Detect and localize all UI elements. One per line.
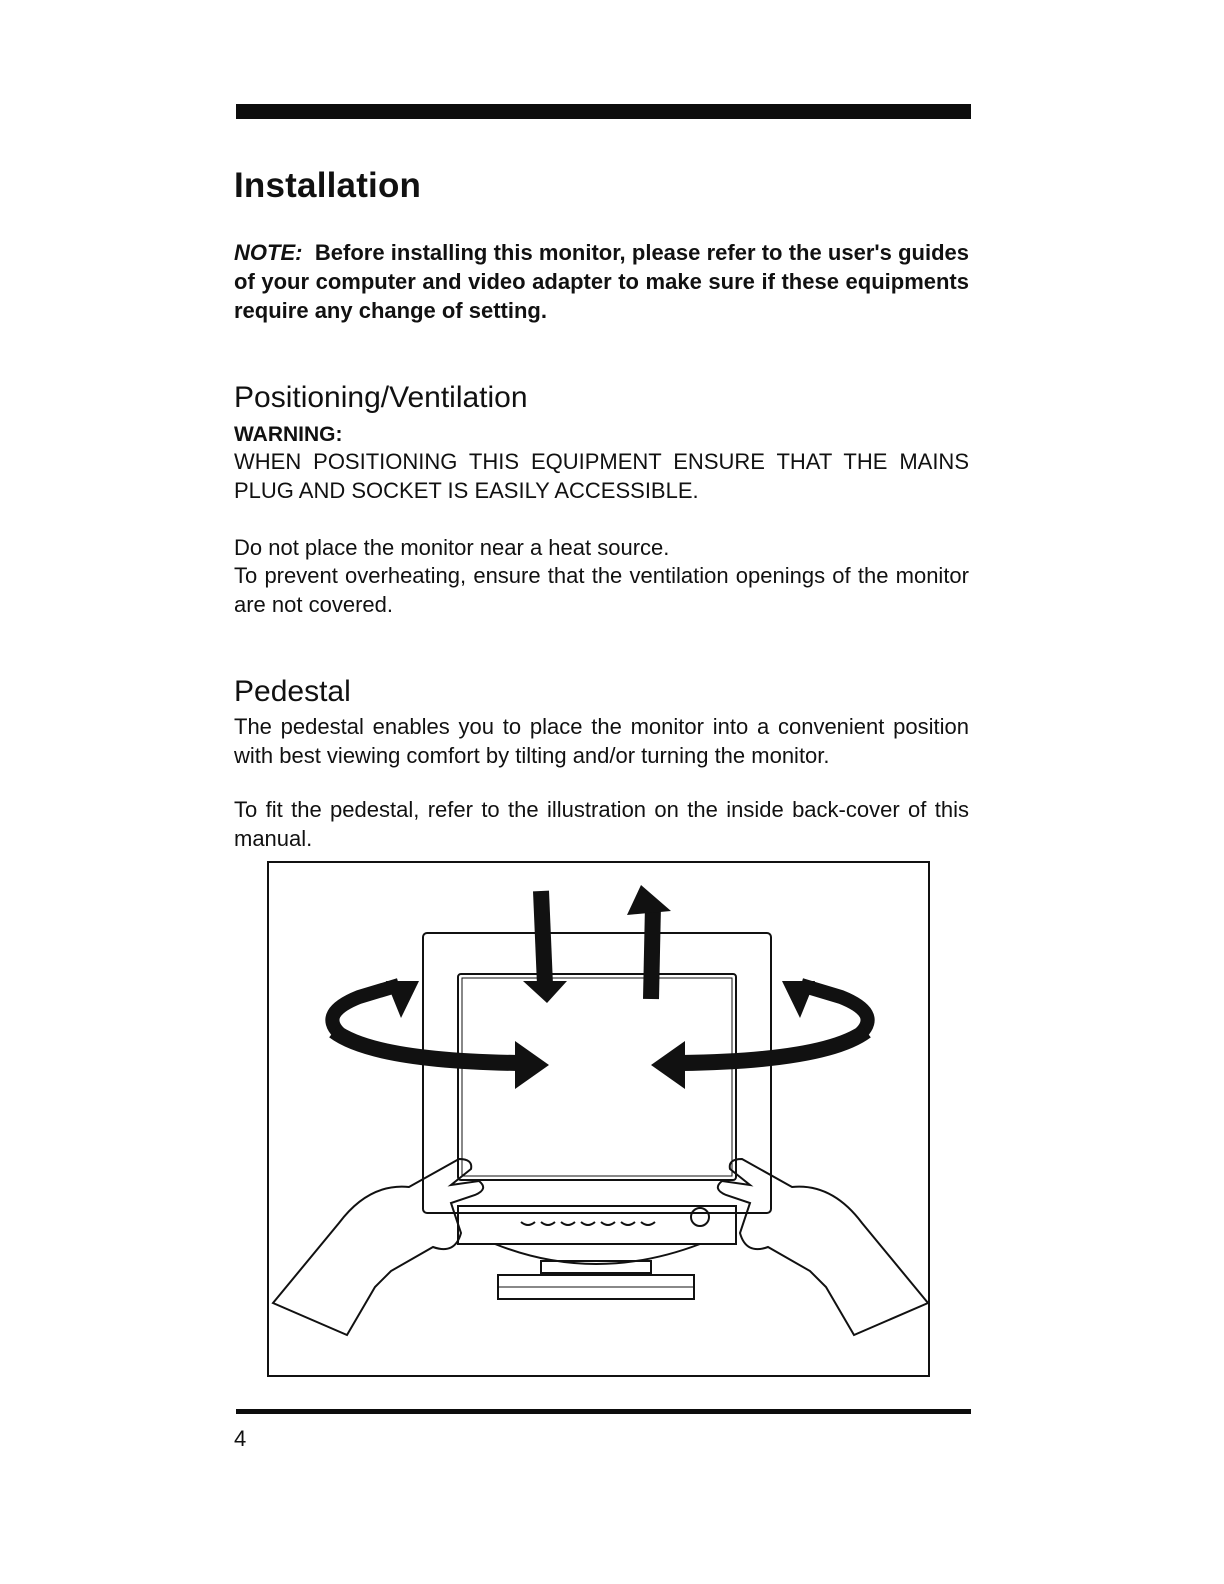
right-hand (718, 1159, 928, 1335)
rotate-left-arrow-head (386, 981, 419, 1018)
pedestal-heading: Pedestal (234, 675, 351, 708)
top-rule (236, 104, 971, 119)
rotate-right-pointing-head (515, 1041, 549, 1089)
page-number: 4 (234, 1426, 247, 1451)
tilt-up-arrow-body (651, 905, 653, 999)
positioning-heading: Positioning/Ventilation (234, 381, 528, 414)
pedestal-fit-instruction: To fit the pedestal, refer to the illustration on the inside back-cover of this manual. (234, 797, 969, 851)
note-text: Before installing this monitor, please refer to the user's guides of your computer and video adapter to make sure if these equipments require any change of setting. (234, 240, 969, 323)
tilt-up-arrow-head (627, 885, 671, 915)
monitor-screen (458, 974, 736, 1180)
monitor-illustration (267, 861, 930, 1377)
pedestal-description: The pedestal enables you to place the monitor into a convenient position with best viewing comfort by tilting and/or turning the monitor. (234, 714, 969, 768)
tilt-down-arrow-body (541, 891, 545, 985)
control-buttons (521, 1222, 655, 1225)
left-hand (273, 1159, 483, 1335)
rotate-left-arrow-body (334, 1031, 519, 1063)
rotate-right-arrow-head (782, 981, 815, 1018)
pedestal-top (541, 1261, 651, 1273)
heat-source-text: Do not place the monitor near a heat source. (234, 535, 670, 560)
bottom-rule (236, 1409, 971, 1414)
rotate-left-arrow-tail (332, 985, 399, 1033)
ventilation-text: To prevent overheating, ensure that the ventilation openings of the monitor are not covered. (234, 563, 969, 617)
warning-label: WARNING: (234, 423, 343, 446)
rotate-right-arrow-body (681, 1031, 866, 1063)
warning-text: WHEN POSITIONING THIS EQUIPMENT ENSURE THAT THE MAINS PLUG AND SOCKET IS EASILY ACCESSIBLE. (234, 449, 969, 503)
tilt-down-arrow-head (523, 981, 567, 1003)
power-button (691, 1208, 709, 1226)
note-lead: NOTE: (234, 240, 303, 265)
note-paragraph (234, 238, 969, 325)
screen-inner (462, 978, 732, 1176)
rotate-left-pointing-head (651, 1041, 685, 1089)
page-title: Installation (234, 166, 422, 205)
rotate-right-arrow-tail (801, 985, 868, 1033)
